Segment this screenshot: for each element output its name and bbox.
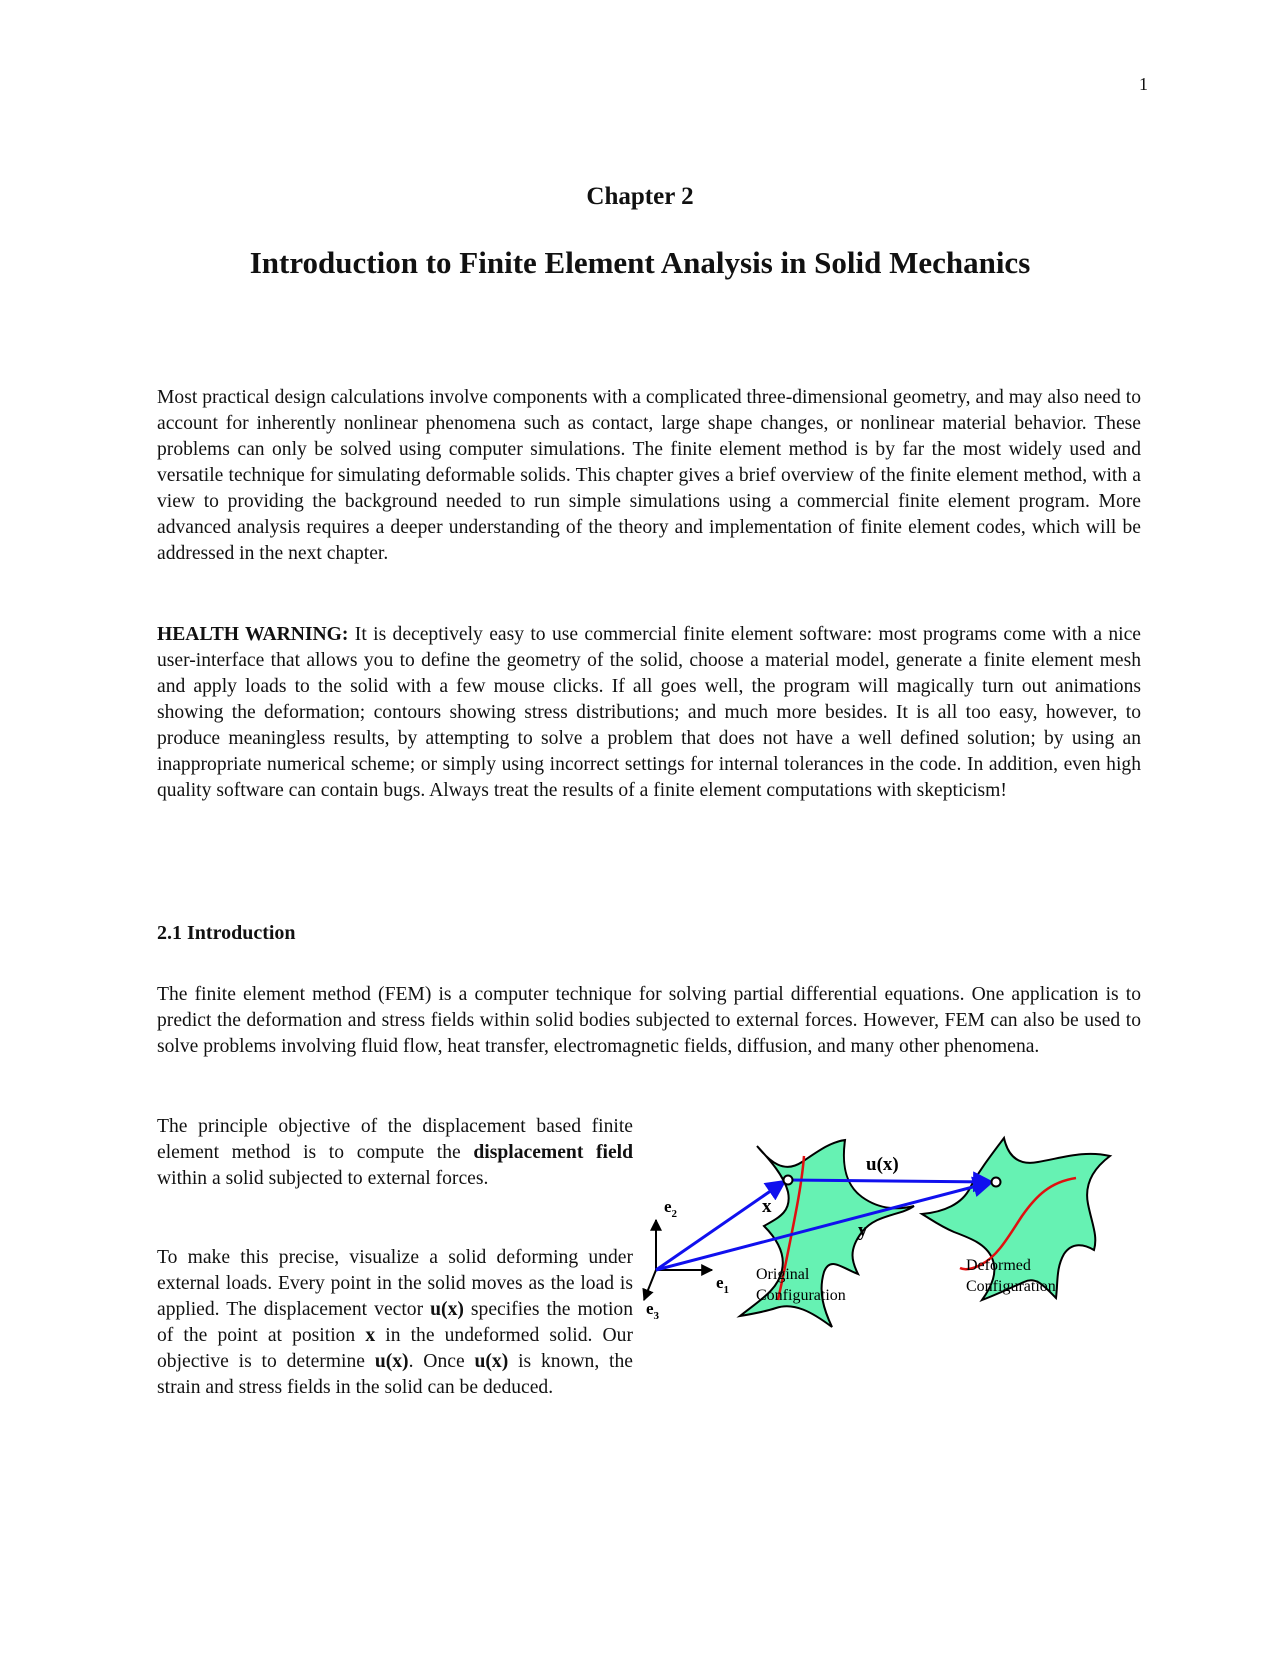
axis-e3 (644, 1270, 656, 1300)
deformed-point (992, 1178, 1001, 1187)
health-warning-label: HEALTH WARNING: (157, 624, 349, 645)
label-e2: $e_2$ (664, 1197, 678, 1220)
health-warning-paragraph (157, 622, 1141, 804)
precise-text-5: is known, the strain and stress fields in the solid can be deduced. (157, 1351, 633, 1398)
precise-x: x (365, 1325, 376, 1346)
section-heading: 2.1 Introduction (157, 922, 296, 944)
deformed-shape (922, 1138, 1110, 1300)
precise-paragraph (157, 1245, 633, 1401)
precise-text-3: in the undeformed solid. Our objective is to determine (157, 1325, 633, 1372)
deformed-caption-line2: Configuration (966, 1278, 1056, 1295)
precise-ux-1: u(x) (430, 1299, 464, 1320)
page-number: 1 (1139, 74, 1148, 94)
objective-text-before: The principle objective of the displacement based finite element method is to compute the (157, 1116, 633, 1163)
original-caption-line1: Original (756, 1266, 810, 1283)
deformation-figure (646, 1132, 1152, 1402)
label-ux: u(x) (866, 1154, 899, 1175)
objective-bold-term: displacement field (473, 1142, 633, 1163)
original-point (784, 1176, 793, 1185)
precise-text-4: . Once (408, 1351, 475, 1372)
label-x: x (762, 1196, 772, 1217)
chapter-heading: Chapter 2 (586, 183, 694, 210)
label-e3: $e_3$ (646, 1299, 660, 1322)
label-e1: $e_1$ (716, 1273, 730, 1296)
objective-text-after: within a solid subjected to external forces. (157, 1168, 489, 1189)
original-caption-line2: Configuration (756, 1287, 846, 1304)
fem-paragraph: The finite element method (FEM) is a computer technique for solving partial differential equations. One application is to predict the deformation and stress fields within solid bodies subjected to external forces. However, FEM can also be used to solve problems involving fluid flow, heat transfer, electromagnetic fields, diffusion, and many other phenomena. (157, 984, 1141, 1057)
precise-text-1: To make this precise, visualize a solid deforming under external loads. Every point in the solid moves as the load is applied. The displacement vector (157, 1247, 633, 1320)
objective-paragraph (157, 1114, 633, 1192)
page-title: Introduction to Finite Element Analysis in Solid Mechanics (249, 245, 1031, 280)
health-warning-text: It is deceptively easy to use commercial finite element software: most programs come with a nice user-interface that allows you to define the geometry of the solid, choose a material model, generate a finite element mesh and apply loads to the solid with a few mouse clicks. If all goes well, the program will magically turn out animations showing the deformation; contours showing stress distributions; and much more besides. It is all too easy, however, to produce meaningless results, by attempting to solve a problem that does not have a well defined solution; by using an inappropriate numerical scheme; or simply using incorrect settings for internal tolerances in the code. In addition, even high quality software can contain bugs. Always treat the results of a finite element computations with skepticism! (157, 624, 1142, 801)
precise-text-2: specifies the motion of the point at position (157, 1299, 633, 1346)
intro-paragraph: Most practical design calculations involve components with a complicated three-dimensional geometry, and may also need to account for inherently nonlinear phenomena such as contact, large shape changes, or nonlinear material behavior. These problems can only be solved using computer simulations. The finite element method is by far the most widely used and versatile technique for simulating deformable solids. This chapter gives a brief overview of the finite element method, with a view to providing the background needed to run simple simulations using a commercial finite element program. More advanced analysis requires a deeper understanding of the theory and implementation of finite element codes, which will be addressed in the next chapter. (157, 387, 1141, 564)
precise-ux-2: u(x) (374, 1351, 409, 1372)
precise-ux-3: u(x) (474, 1351, 509, 1372)
label-y: y (858, 1220, 868, 1241)
vector-ux (789, 1180, 992, 1182)
deformed-caption-line1: Deformed (966, 1257, 1031, 1274)
